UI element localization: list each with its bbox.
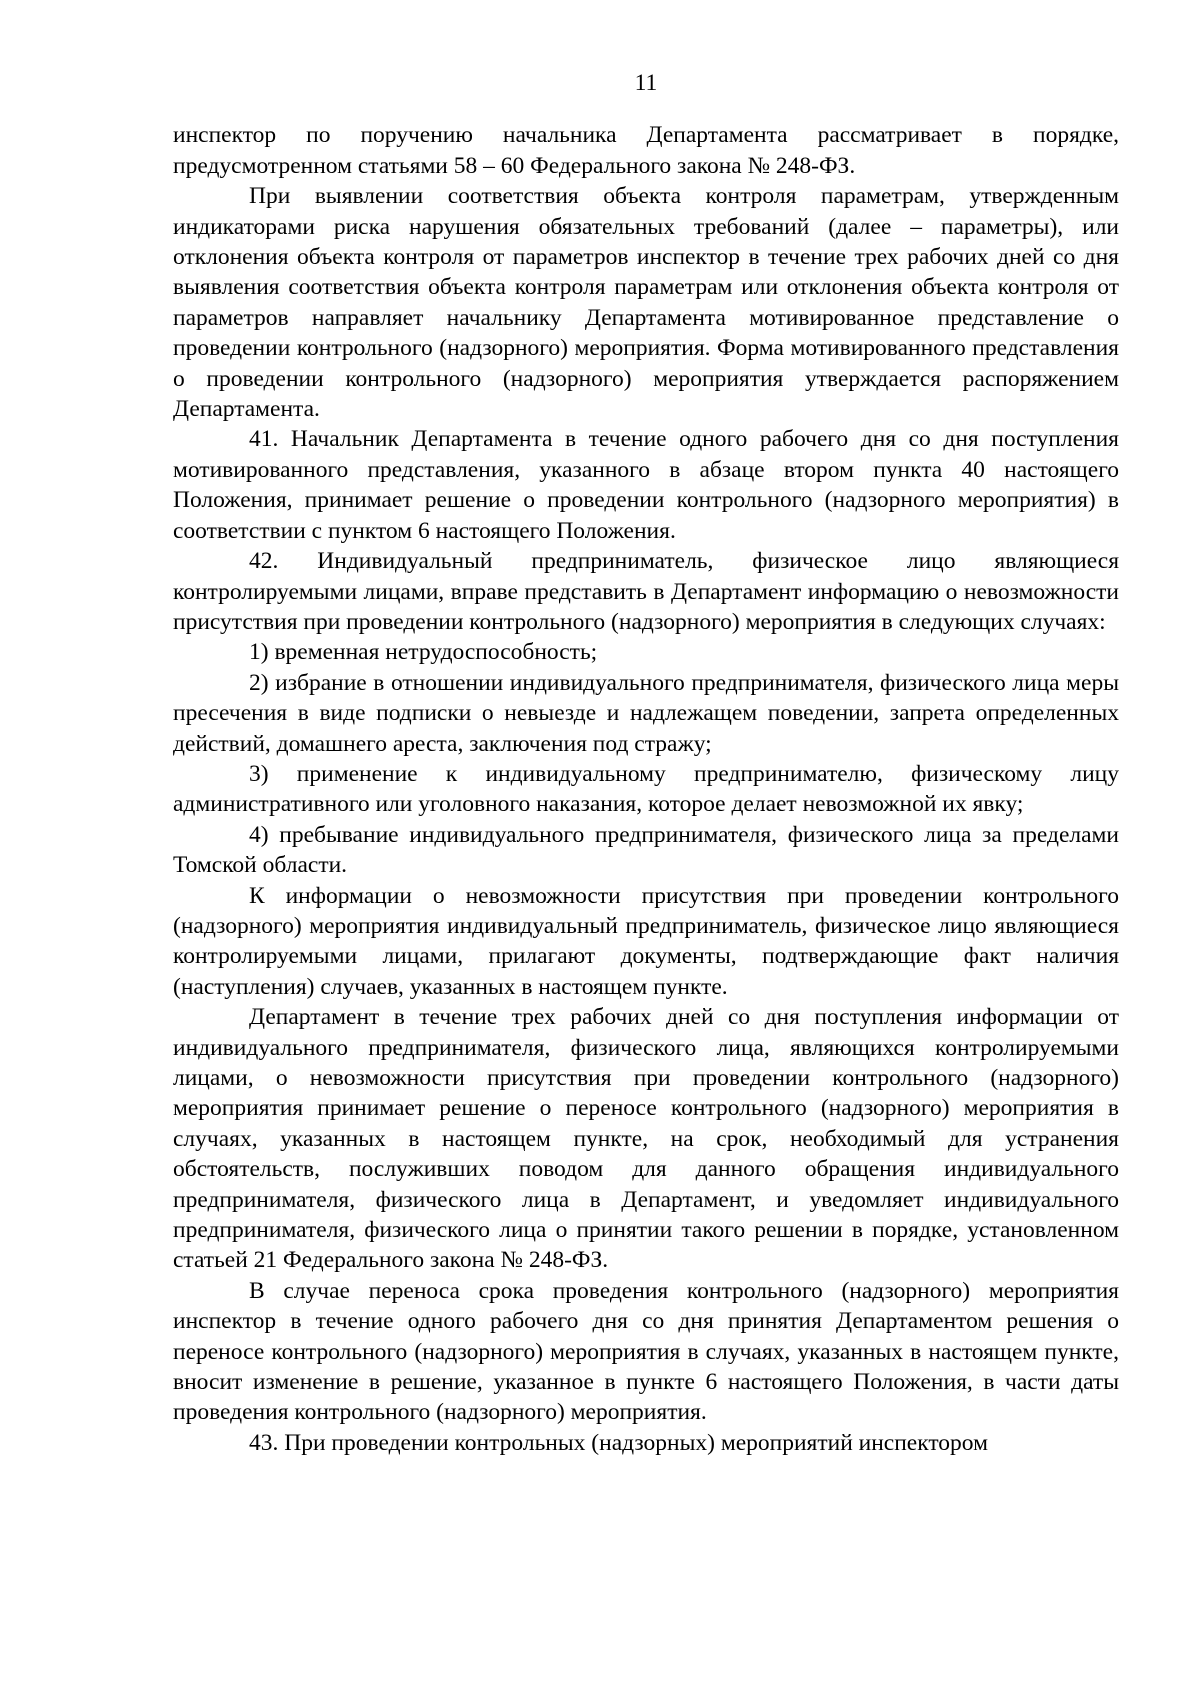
paragraph-item-43: 43. При проведении контрольных (надзорных) мероприятий инспектором bbox=[249, 1429, 988, 1456]
paragraph-parameters: При выявлении соответствия объекта контроля параметрам, утвержденным индикаторами риска нарушения обязательных требований (далее – параметры), или отклонения объекта контроля от параметров инспектор в течение трех рабочих дней со дня выявления соответствия объекта контроля параметрам или отклонения объекта контроля от параметров направляет начальнику Департамента мотивированное представление о проведении контрольного (надзорного) мероприятия. Форма мотивированного представления о проведении контрольного (надзорного) мероприятия утверждается распоряжением Департамента. bbox=[173, 183, 1119, 423]
list-item-3: 3) применение к индивидуальному предпринимателю, физическому лицу административного или уголовного наказания, которое делает невозможной их явку; bbox=[173, 760, 1119, 818]
paragraph-item-41: 41. Начальник Департамента в течение одного рабочего дня со дня поступления мотивированного представления, указанного в абзаце втором пункта 40 настоящего Положения, принимает решение о проведении контрольного (надзорного мероприятия) в соответствии с пунктом 6 настоящего Положения. bbox=[173, 426, 1119, 544]
list-item-4: 4) пребывание индивидуального предпринимателя, физического лица за пределами Томской области. bbox=[173, 821, 1119, 879]
list-item-2: 2) избрание в отношении индивидуального предпринимателя, физического лица меры пресечения в виде подписки о невыезде и надлежащем поведении, запрета определенных действий, домашнего ареста, заключения под стражу; bbox=[173, 669, 1119, 757]
paragraph-reschedule: В случае переноса срока проведения контрольного (надзорного) мероприятия инспектор в течение одного рабочего дня со дня принятия Департаментом решения о переносе контрольного (надзорного) мероприятия в случаях, указанных в настоящем пункте, вносит изменение в решение, указанное в пункте 6 настоящего Положения, в части даты проведения контрольного (надзорного) мероприятия. bbox=[173, 1277, 1119, 1426]
list-item-1: 1) временная нетрудоспособность; bbox=[249, 639, 598, 666]
paragraph-department-decision: Департамент в течение трех рабочих дней со дня поступления информации от индивидуального предпринимателя, физического лица, являющихся контролируемыми лицами, о невозможности присутствия при проведении контрольного (надзорного) мероприятия принимает решение о переносе контрольного (надзорного) мероприятия в случаях, указанных в настоящем пункте, на срок, необходимый для устранения обстоятельств, послуживших поводом для данного обращения индивидуального предпринимателя, физического лица в Департамент, и уведомляет индивидуального предпринимателя, физического лица о принятии такого решении в порядке, установленном статьей 21 Федерального закона № 248-ФЗ. bbox=[173, 1004, 1119, 1274]
paragraph-item-42: 42. Индивидуальный предприниматель, физическое лицо являющиеся контролируемыми лицами, вправе представить в Департамент информацию о невозможности присутствия при проведении контрольного (надзорного) мероприятия в следующих случаях: bbox=[173, 548, 1119, 635]
paragraph-continuation: инспектор по поручению начальника Департамента рассматривает в порядке, предусмотренном статьями 58 – 60 Федерального закона № 248-ФЗ. bbox=[173, 122, 1119, 179]
paragraph-attachments: К информации о невозможности присутствия при проведении контрольного (надзорного) мероприятия индивидуальный предприниматель, физическое лицо являющиеся контролируемыми лицами, прилагают документы, подтверждающие факт наличия (наступления) случаев, указанных в настоящем пункте. bbox=[173, 882, 1119, 1000]
document-page bbox=[173, 68, 1119, 1458]
page-number: 11 bbox=[634, 70, 658, 96]
